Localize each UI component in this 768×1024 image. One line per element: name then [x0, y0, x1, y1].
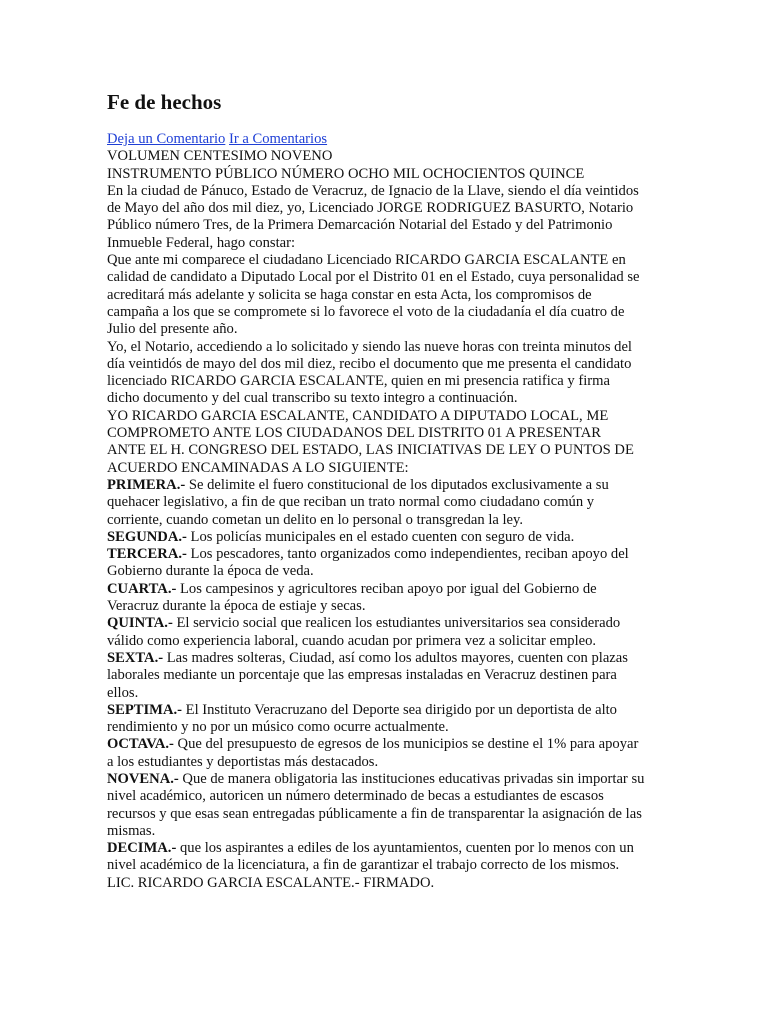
intro-line: Que ante mi comparece el ciudadano Licenciado RICARDO GARCIA ESCALANTE en [107, 252, 626, 269]
intro-line: COMPROMETO ANTE LOS CIUDADANOS DEL DISTRITO 01 A PRESENTAR [107, 425, 601, 442]
clause-line [107, 615, 667, 632]
clause-line [107, 494, 667, 511]
clause-line [107, 563, 667, 580]
intro-line: Julio del presente año. [107, 321, 238, 338]
clause-line [107, 771, 667, 788]
clause-line [107, 823, 667, 840]
clause-text: corriente, cuando cometan un delito en lo personal o transgredan la ley. [107, 511, 524, 528]
clause-item [107, 771, 667, 840]
intro-line: calidad de candidato a Diputado Local por el Distrito 01 en el Estado, cuya personalidad se [107, 269, 640, 286]
clause-line [107, 512, 667, 529]
clause-text: Las madres solteras, Ciudad, así como los adultos mayores, cuenten con plazas [163, 649, 628, 666]
intro-line: En la ciudad de Pánuco, Estado de Veracruz, de Ignacio de la Llave, siendo el día veintidos [107, 182, 639, 199]
clause-item [107, 581, 667, 616]
clause-text: Que del presupuesto de egresos de los municipios se destine el 1% para apoyar [173, 736, 639, 753]
intro-line: Yo, el Notario, accediendo a lo solicitado y siendo las nueve horas con treinta minutos del [107, 338, 632, 355]
clause-line [107, 788, 667, 805]
clause-text: Los pescadores, tanto organizados como independientes, reciban apoyo del [186, 546, 629, 563]
clause-item [107, 702, 667, 737]
clause-text: laborales mediante un porcentaje que las empresas instaladas en Veracruz destinen para [107, 667, 617, 684]
clause-text: quehacer legislativo, a fin de que reciban un trato normal como ciudadano común y [107, 494, 595, 511]
clause-text: Los policías municipales en el estado cuenten con seguro de vida. [186, 528, 575, 545]
clause-line [107, 650, 667, 667]
clause-label: CUARTA.- [107, 580, 177, 597]
clause-text: Que de manera obligatoria las instituciones educativas privadas sin importar su [178, 770, 645, 787]
clause-line [107, 806, 667, 823]
intro-line: ANTE EL H. CONGRESO DEL ESTADO, LAS INICIATIVAS DE LEY O PUNTOS DE [107, 442, 634, 459]
signature-line: LIC. RICARDO GARCIA ESCALANTE.- FIRMADO. [107, 874, 435, 891]
clause-line [107, 581, 667, 598]
clause-label: NOVENA.- [107, 770, 179, 787]
intro-line: licenciado RICARDO GARCIA ESCALANTE, quien en mi presencia ratifica y firma [107, 373, 610, 390]
go-to-comments-link[interactable]: Ir a Comentarios [229, 131, 328, 147]
clause-item [107, 615, 667, 650]
clause-label: SEPTIMA.- [107, 701, 182, 718]
clause-label: TERCERA.- [107, 546, 187, 563]
clause-line [107, 736, 667, 753]
clause-text: válido como experiencia laboral, cuando acudan por primera vez a solicitar empleo. [107, 632, 597, 649]
clause-text: Se delimite el fuero constitucional de los diputados exclusivamente a su [185, 476, 609, 493]
clause-item [107, 477, 667, 529]
clause-text: a los estudiantes y deportistas más destacados. [107, 753, 379, 770]
clause-item [107, 529, 667, 546]
clause-text: rendimiento y no por un músico como ocurre actualmente. [107, 719, 449, 736]
clause-text: que los aspirantes a ediles de los ayuntamientos, cuenten por lo menos con un [176, 840, 634, 857]
clause-line [107, 546, 667, 563]
clause-line [107, 754, 667, 771]
instrument-line: INSTRUMENTO PÚBLICO NÚMERO OCHO MIL OCHOCIENTOS QUINCE [107, 165, 585, 182]
clause-line [107, 840, 667, 857]
intro-line: ACUERDO ENCAMINADAS A LO SIGUIENTE: [107, 459, 409, 476]
clause-line [107, 598, 667, 615]
document-body [107, 131, 667, 892]
clause-label: SEGUNDA.- [107, 528, 187, 545]
clause-text: nivel académico, autoricen un número determinado de becas a estudiantes de escasos [107, 788, 604, 805]
intro-line: YO RICARDO GARCIA ESCALANTE, CANDIDATO A DIPUTADO LOCAL, ME [107, 407, 609, 424]
intro-line: Inmueble Federal, hago constar: [107, 234, 296, 251]
clause-text: Veracruz durante la época de estiaje y secas. [107, 598, 366, 615]
volume-line: VOLUMEN CENTESIMO NOVENO [107, 148, 333, 165]
clause-item [107, 650, 667, 702]
clause-item [107, 840, 667, 875]
intro-line: campaña a los que se compromete si lo favorece el voto de la ciudadanía el día cuatro de [107, 303, 625, 320]
intro-line: dicho documento y del cual transcribo su texto integro a continuación. [107, 390, 518, 407]
clause-text: nivel académico de la licenciatura, a fin de garantizar el trabajo correcto de los mismos. [107, 857, 620, 874]
page-title: Fe de hechos [107, 90, 222, 114]
comment-links-row [107, 131, 667, 148]
clause-text: El servicio social que realicen los estudiantes universitarios sea considerado [172, 615, 621, 632]
intro-line: acreditará más adelante y solicita se haga constar en esta Acta, los compromisos de [107, 286, 592, 303]
clause-text: Gobierno durante la época de veda. [107, 563, 314, 580]
clause-text: Los campesinos y agricultores reciban apoyo por igual del Gobierno de [176, 580, 597, 597]
intro-line: día veintidós de mayo del dos mil diez, recibo el documento que me presenta el candidato [107, 355, 632, 372]
clause-line [107, 477, 667, 494]
clause-line [107, 719, 667, 736]
clause-item [107, 546, 667, 581]
clause-line [107, 667, 667, 684]
clause-list [107, 477, 667, 875]
clause-item [107, 736, 667, 771]
clause-label: OCTAVA.- [107, 736, 174, 753]
clause-line [107, 685, 667, 702]
clause-text: recursos y que esas sean entregadas públicamente a fin de transparentar la asignación de las [107, 805, 642, 822]
clause-label: SEXTA.- [107, 649, 164, 666]
leave-comment-link[interactable]: Deja un Comentario [107, 131, 226, 147]
clause-label: PRIMERA.- [107, 476, 186, 493]
clause-label: DECIMA.- [107, 840, 177, 857]
clause-line [107, 529, 667, 546]
clause-text: mismas. [107, 822, 156, 839]
clause-text: El Instituto Veracruzano del Deporte sea dirigido por un deportista de alto [182, 701, 617, 718]
intro-line: Público número Tres, de la Primera Demarcación Notarial del Estado y del Patrimonio [107, 217, 613, 234]
clause-text: ellos. [107, 684, 139, 701]
clause-line [107, 857, 667, 874]
clause-line [107, 633, 667, 650]
clause-label: QUINTA.- [107, 615, 173, 632]
intro-text [107, 183, 667, 477]
clause-line [107, 702, 667, 719]
intro-line: de Mayo del año dos mil diez, yo, Licenciado JORGE RODRIGUEZ BASURTO, Notario [107, 200, 634, 217]
